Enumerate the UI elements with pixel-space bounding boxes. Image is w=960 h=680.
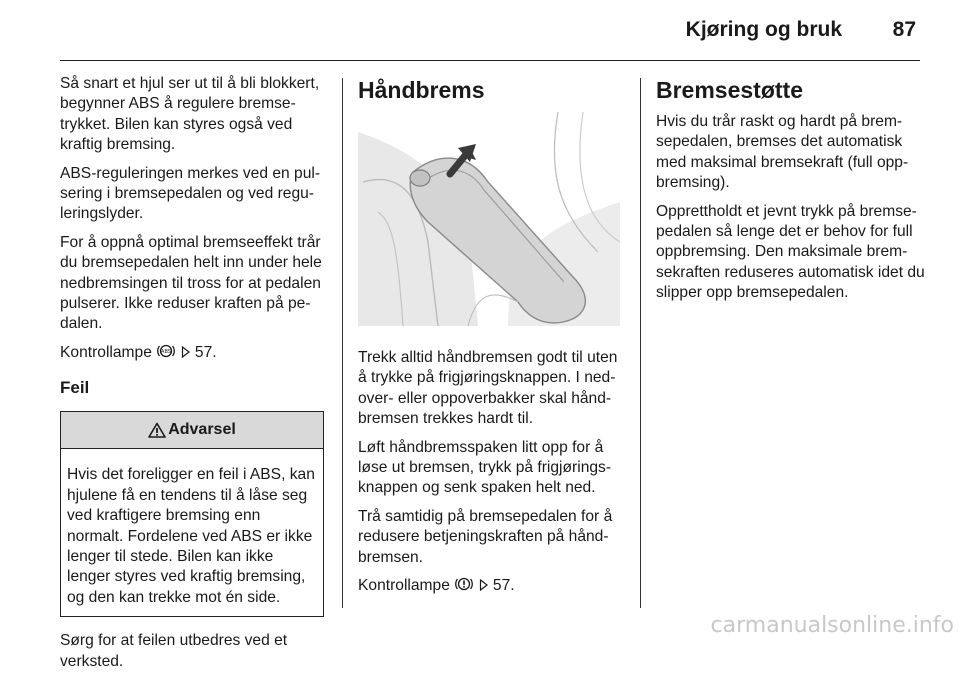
warning-text: Hvis det foreligger en feil i ABS, kan hjulene få en tendens til å låse seg ved kraftigere bremsing enn normalt. Fordelene ved ABS er ikke lenger til stede. Bilen kan ikke lenger styres ved kraftig bremsing, og den kan trekke mot én side. — [67, 466, 315, 606]
warning-triangle-icon — [148, 422, 166, 438]
warning-title: Advarsel — [168, 421, 236, 439]
page-ref-arrow-icon — [479, 578, 489, 592]
paragraph: Løft håndbremsspaken litt opp for å løse ut bremsen, trykk på frigjørings-knappen og senk spaken helt ned. — [358, 438, 612, 497]
paragraph: Opprettholdt et jevnt trykk på bremse-pedalen så lenge det er behov for full oppbremsing. Den maksimale brem-sekraften reduseres automatisk idet du slipper opp bremsepedalen. — [656, 202, 925, 302]
handbrake-illustration — [358, 112, 620, 326]
svg-text:ABS: ABS — [161, 348, 172, 355]
paragraph: Trekk alltid håndbremsen godt til uten å trykke på frigjøringsknappen. I ned-over- eller oppoverbakker skal hånd-bremsen trekkes hardt til. — [358, 349, 618, 428]
page-ref-arrow-icon — [181, 345, 191, 359]
header-title: Kjøring og bruk — [685, 18, 842, 41]
page-reference: 57. — [492, 577, 515, 595]
control-lamp-label: Kontrollampe — [358, 577, 450, 595]
paragraph: ABS-reguleringen merkes ved en pul-sering i bremsepedalen og ved regu-leringslyder. — [60, 164, 321, 223]
header-rule — [60, 60, 920, 61]
column-divider — [640, 78, 641, 608]
paragraph: Hvis du trår raskt og hardt på brem-sepedalen, bremses det automatisk med maksimal bremsekraft (full opp-bremsing). — [656, 113, 909, 192]
abs-lamp-icon — [156, 343, 176, 359]
paragraph: For å oppnå optimal bremseeffekt trår du bremsepedalen helt inn under hele nedbremsingen til tross for at pedalen pulserer. Ikke reduser kraften på pe-dalen. — [60, 233, 322, 333]
paragraph: Sørg for at feilen utbedres ved et verksted. — [60, 632, 288, 670]
column-divider — [342, 78, 343, 608]
warning-header — [61, 412, 323, 449]
warning-box — [60, 411, 324, 617]
heading-handbrems: Håndbrems — [358, 77, 485, 103]
column-handbrems — [358, 74, 628, 604]
paragraph: Trå samtidig på bremsepedalen for å redusere betjeningskraften på hånd-bremsen. — [358, 507, 613, 566]
column-abs — [60, 74, 330, 680]
heading-feil: Feil — [60, 378, 90, 398]
control-lamp-reference — [60, 343, 330, 363]
control-lamp-reference — [358, 576, 628, 596]
heading-bremsestotte: Bremsestøtte — [656, 77, 803, 103]
column-bremsestotte — [656, 74, 926, 312]
paragraph: Så snart et hjul ser ut til å bli blokkert, begynner ABS å regulere bremse-trykket. Bilen kan styres også ved kraftig bremsing. — [60, 75, 320, 154]
page-header — [60, 14, 920, 50]
brake-lamp-icon — [454, 576, 474, 592]
control-lamp-label: Kontrollampe — [60, 343, 152, 361]
watermark: carmanualsonline.info — [710, 613, 954, 638]
page-reference: 57. — [194, 343, 217, 361]
page-number: 87 — [892, 18, 916, 41]
